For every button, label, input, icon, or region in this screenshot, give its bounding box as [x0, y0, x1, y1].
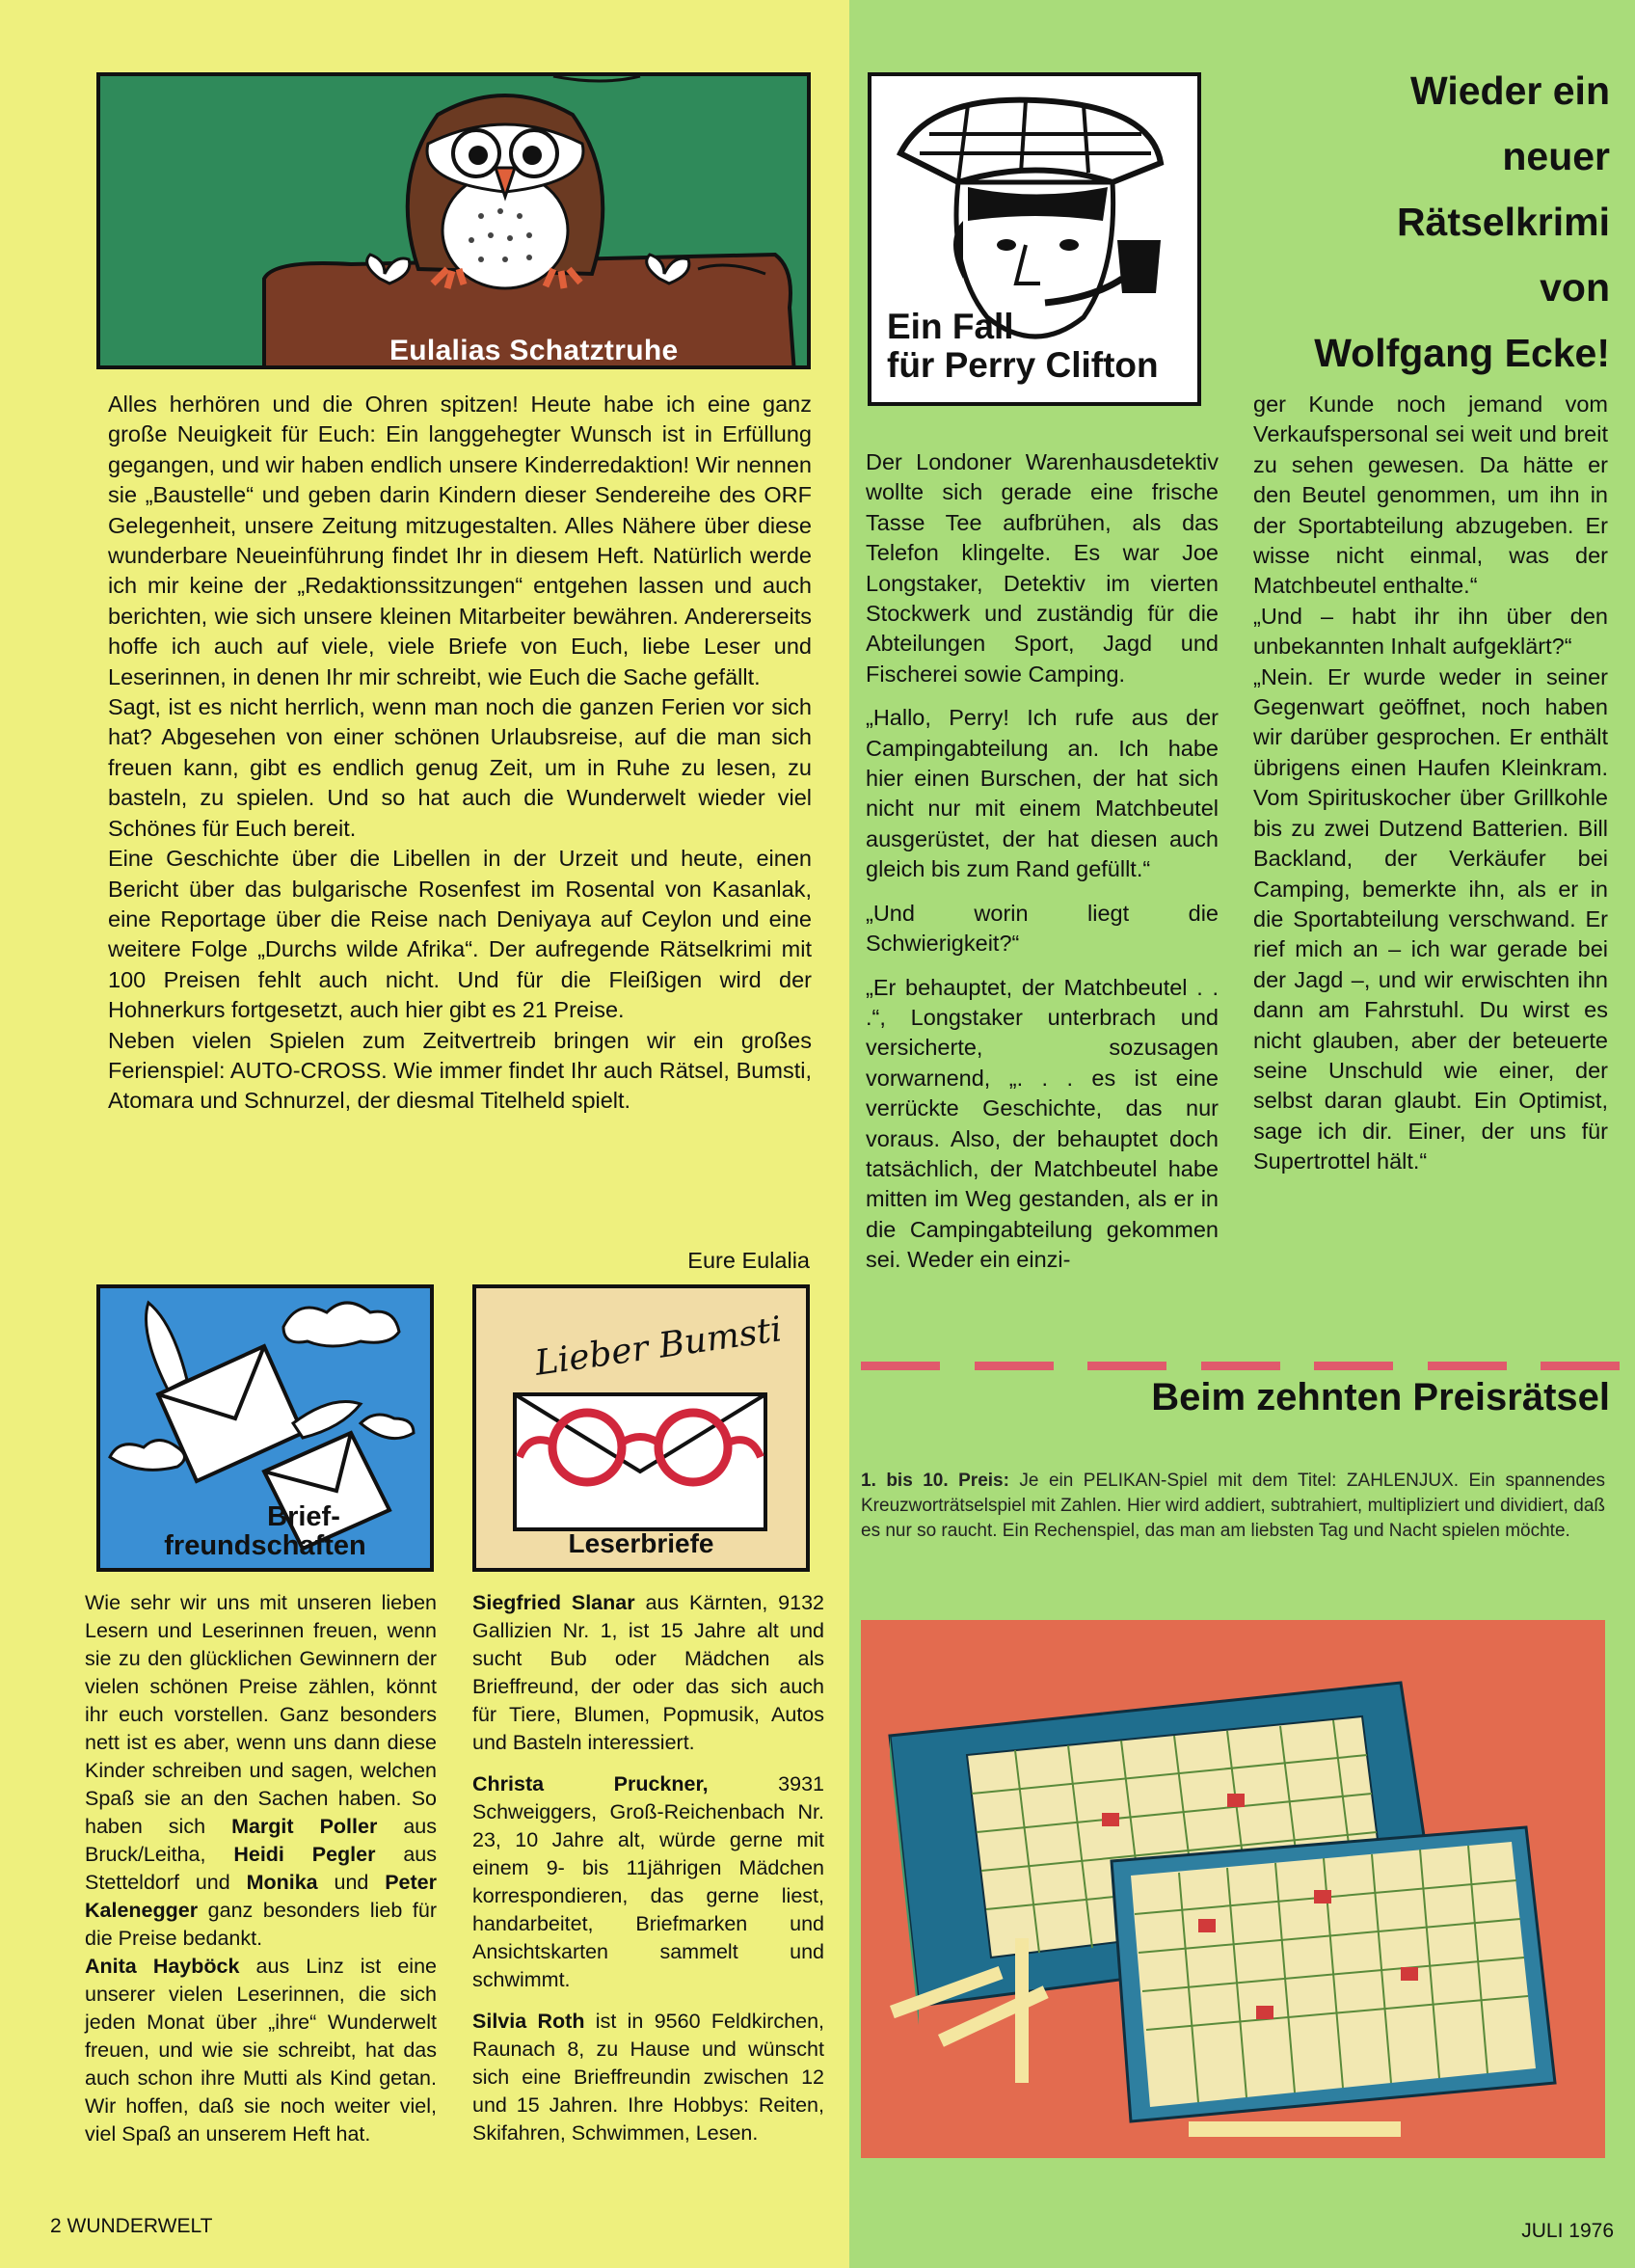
owl-paragraph-3: Eine Geschichte über die Libellen in der Urzeit und heute, einen Bericht über das bulgarische Rosenfest im Rosental von Kasanlak, eine Reportage über die Reise nach Deniyaya auf Ceylon und eine weitere Folge „Durchs wilde Afrika“. Der aufregende Rätselkrimi mit 100 Preisen fehlt auch nicht. Und für die Fleißigen wird der Hohnerkurs fortgesetzt, auch hier gibt es 21 Preise. [108, 846, 812, 1023]
brief-text-3: und [317, 1871, 386, 1894]
owl-caption: Eulalias Schatztruhe [389, 335, 679, 366]
preis-heading: Beim zehnten Preisrätsel [1151, 1376, 1610, 1418]
headline-line-1: Wieder ein [1410, 68, 1610, 113]
perry-col2-p2: „Und – habt ihr ihn über den unbekannten Inhalt aufgeklärt?“ [1253, 603, 1608, 660]
leser-name-1: Siegfried Slanar [472, 1591, 635, 1614]
divider-dash [1314, 1362, 1393, 1370]
perry-col1-p4: „Er behauptet, der Matchbeutel . . .“, Longstaker unterbrach und versicherte, sozusagen vorwarnend, „. . . es ist eine verrückte Geschichte, das nur voraus. Also, der behauptet doch tatsächlich, der Matchbeutel habe mitten im Weg gestanden, als er in die Campingabteilung gekommen sei. Weder ein einzi- [866, 974, 1219, 1273]
brief-label-line1: Brief- [267, 1501, 340, 1532]
footer-left: 2 WUNDERWELT [50, 2215, 213, 2237]
leser-entry-1 [472, 1589, 824, 1757]
brief-name-3: Monika [246, 1871, 318, 1894]
owl-signature: Eure Eulalia [687, 1248, 810, 1273]
owl-paragraph-4: Neben vielen Spielen zum Zeitvertreib bringen wir ein großes Ferienspiel: AUTO-CROSS. Wie immer findet Ihr auch Rätsel, Bumsti, Atomara und Schnurzel, der diesmal Titelheld spielt. [108, 1027, 812, 1114]
zahlenjux-game-photo [861, 1620, 1605, 2158]
perry-headline [1109, 58, 1610, 386]
leser-text-3: ist in 9560 Feldkirchen, Raunach 8, zu Hause und wünscht sich eine Brieffreundin zwischen 12 und 15 Jahren. Ihre Hobbys: Reiten, Skifahren, Schwimmen, Lesen. [472, 2010, 824, 2145]
leser-name-2: Christa Pruckner, [472, 1772, 709, 1796]
leser-entry-3 [472, 2008, 824, 2147]
divider-dash [1201, 1362, 1280, 1370]
brief-intro: Wie sehr wir uns mit unseren lieben Lesern und Leserinnen freuen, wenn sie zu den glücklichen Gewinnern der vielen schönen Preise zählen, könnt ihr euch vorstellen. Ganz besonders nett ist es aber, wenn uns dann diese Kinder schreiben und sagen, welchen Spaß sie an den Sachen haben. So haben sich [85, 1591, 437, 1838]
preis-description [861, 1469, 1605, 1544]
perry-col2-p1: ger Kunde noch jemand vom Verkaufspersonal sei weit und breit zu sehen gewesen. Da hätte er den Beutel genommen, um ihn in der Sportabteilung abzugeben. Er wisse nicht einmal, was der Matchbeutel enthalte.“ [1253, 392, 1608, 599]
headline-line-4: von [1540, 265, 1610, 310]
owl-icon [100, 76, 811, 369]
leser-text-1: aus Kärnten, 9132 Gallizien Nr. 1, ist 15 Jahre alt und sucht Bub oder Mädchen als Brieffreund, der oder das sich auch für Tiere, Blumen, Popmusik, Autos und Basteln interessiert. [472, 1591, 824, 1754]
perry-column-2 [1253, 390, 1608, 1177]
brief-text-1: aus Bruck/Leitha, [85, 1815, 438, 1866]
board-game-icon [861, 1620, 1605, 2158]
brieffreundschaften-label [100, 1502, 430, 1561]
leserbriefe-illustration [472, 1284, 810, 1572]
headline-line-2: neuer [1502, 134, 1610, 178]
perry-col1-p3: „Und worin liegt die Schwierigkeit?“ [866, 900, 1219, 957]
perry-col1-p1: Der Londoner Warenhausdetektiv wollte sich gerade eine frische Tasse Tee aufbrühen, als das Telefon klingelte. Es war Joe Longstaker, Detektiv im vierten Stockwerk und zuständig für die Abteilungen Sport, Jagd und Fischerei sowie Camping. [866, 449, 1219, 687]
brief-article [85, 1589, 437, 2148]
brief-name-1: Margit Poller [231, 1815, 378, 1838]
brief-name-2: Heidi Pegler [233, 1843, 376, 1866]
perry-col2-p3: „Nein. Er wurde weder in seiner Gegenwart geöffnet, noch haben wir darüber gesprochen. Er enthält übrigens einen Haufen Kleinkram. Vom Spirituskocher über Grillkohle bis zu zwei Dutzend Batterien. Bill Backland, der Verkäufer bei Camping, bemerkte ihn, als er in die Sportabteilung verschwand. Er rief mich an – ich war gerade bei der Jagd –, und wir erwischten ihn dann am Fahrstuhl. Du wirst es nicht glauben, aber der beteuerte seine Unschuld wie einer, der selbst daran glaubt. Ein Optimist, sage ich dir. Einer, der uns für Supertrottel hält.“ [1253, 663, 1608, 1174]
leser-article [472, 1589, 824, 2147]
leser-text-2: 3931 Schweiggers, Groß-Reichenbach Nr. 23, 10 Jahre alt, würde gerne mit einem 9- bis 11jährigen Mädchen korrespondieren, das gerne liest, handarbeitet, Briefmarken und Ansichtskarten sammelt und schwimmt. [472, 1772, 824, 1991]
perry-col1-p2: „Hallo, Perry! Ich rufe aus der Campingabteilung an. Ich habe hier einen Burschen, der hat sich nicht nur mit einem Matchbeutel ausgerüstet, der hat diesen auch gleich bis zum Rand gefüllt.“ [866, 705, 1219, 882]
brief-label-line2: freundschaften [164, 1530, 366, 1562]
divider-dash [1541, 1362, 1620, 1370]
divider-dash [975, 1362, 1054, 1370]
brief-text-4: ganz besonders lieb für die Preise bedankt. [85, 1899, 437, 1950]
leser-name-3: Silvia Roth [472, 2010, 585, 2033]
leser-entry-2 [472, 1770, 824, 1994]
perry-column-1 [866, 447, 1219, 1276]
brief-name-5: Anita Hayböck [85, 1955, 240, 1978]
headline-line-5: Wolfgang Ecke! [1314, 331, 1610, 375]
owl-article [108, 390, 812, 1117]
leser-script-text: Lieber Bumsti [532, 1310, 785, 1384]
divider-dash [1428, 1362, 1507, 1370]
brief-text-5: aus Linz ist eine unserer vielen Leserinnen, die sich jeden Monat über „ihre“ Wunderwelt freuen, und wie sie schreibt, hat das auch schon ihre Mutti als Kind getan. Wir hoffen, daß sie noch weiter viel, viel Spaß an unserem Heft hat. [85, 1955, 437, 2146]
perry-label-line1: Ein Fall [887, 307, 1014, 346]
owl-paragraph-2: Sagt, ist es nicht herrlich, wenn man noch die ganzen Ferien vor sich hat? Abgesehen von einer schönen Urlaubsreise, auf die man sich freuen kann, gibt es endlich genug Zeit, um in Ruhe zu lesen, zu basteln, zu spielen. Und so hat auch die Wunderwelt wieder viel Schönes für Euch bereit. [108, 694, 812, 841]
brief-name-4: Peter Kalenegger [85, 1871, 437, 1922]
preis-body: Je ein PELIKAN-Spiel mit dem Titel: ZAHLENJUX. Ein spannendes Kreuzworträtselspiel mit Zahlen. Hier wird addiert, subtrahiert, multipliziert und dividiert, daß es nur so raucht. Ein Rechenspiel, das man am liebsten Tag und Nacht spielen möchte. [861, 1471, 1605, 1541]
dashed-divider [861, 1362, 1620, 1371]
divider-dash [1087, 1362, 1166, 1370]
brief-text-2: aus Stetteldorf und [85, 1843, 437, 1894]
footer-right: JULI 1976 [1521, 2220, 1614, 2242]
preis-lead: 1. bis 10. Preis: [861, 1471, 1009, 1491]
divider-dash [861, 1362, 940, 1370]
brieffreundschaften-illustration [96, 1284, 434, 1572]
leserbriefe-label: Leserbriefe [568, 1528, 714, 1558]
perry-label-line2: für Perry Clifton [887, 345, 1159, 385]
headline-line-3: Rätselkrimi [1396, 200, 1610, 244]
owl-paragraph-1: Alles herhören und die Ohren spitzen! Heute habe ich eine ganz große Neuigkeit für Euch: Ein langgehegter Wunsch ist in Erfüllung gegangen, und wir haben endlich unsere Kinderredaktion! Wir nennen sie „Baustelle“ und geben darin Kindern dieser Sendereihe des ORF Gelegenheit, unsere Zeitung mitzugestalten. Alles Nähere über diese wunderbare Neueinführung findet Ihr in diesem Heft. Natürlich werde ich mir keine der „Redaktionssitzungen“ entgehen lassen und auch berichten, wie sich unsere kleinen Mitarbeiter bewähren. Andererseits hoffe ich auch auf viele, viele Briefe von Euch, liebe Leser und Leserinnen, in denen Ihr mir schreibt, wie Euch die Sache gefällt. [108, 392, 812, 689]
owl-illustration [96, 72, 811, 369]
